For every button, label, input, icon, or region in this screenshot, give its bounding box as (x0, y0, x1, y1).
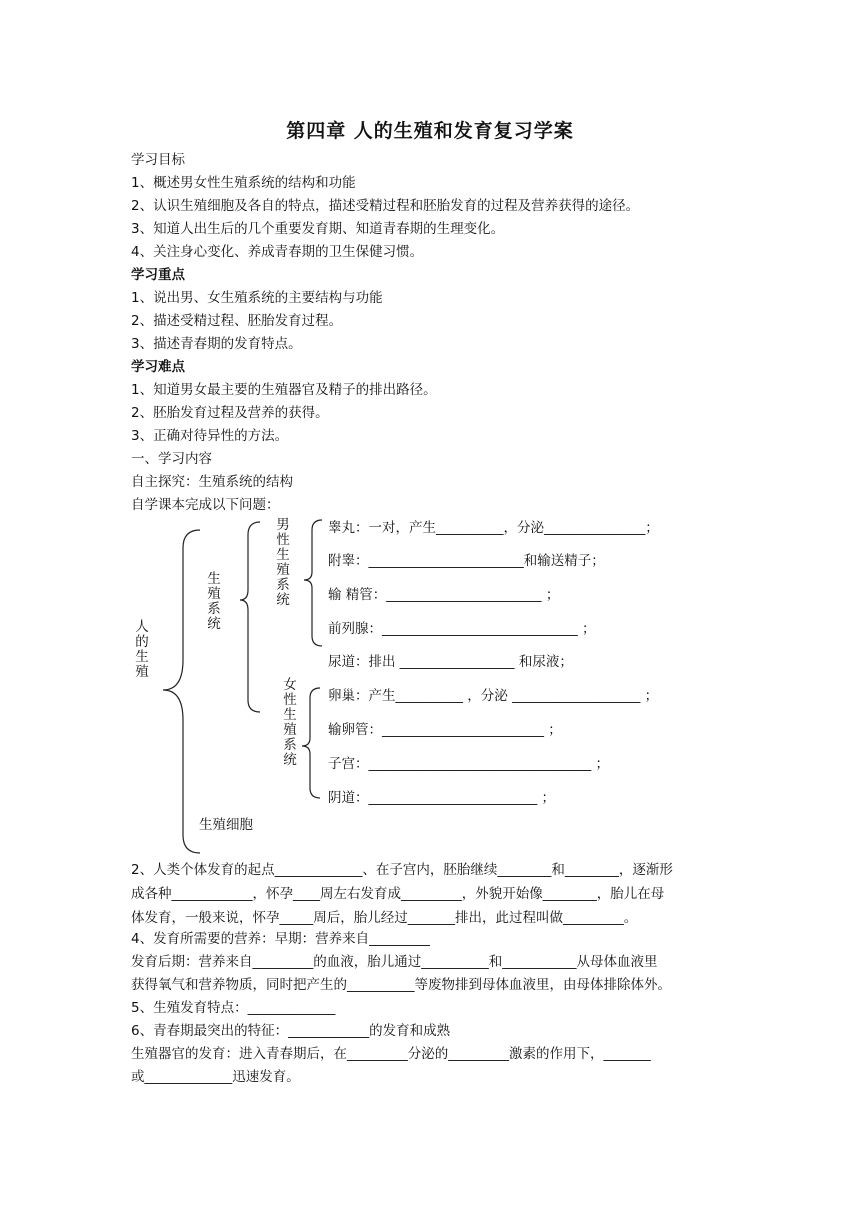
male-brace (304, 520, 322, 646)
system-brace (240, 522, 260, 712)
key-points-heading: 学习重点 (131, 267, 185, 283)
root-label: 人的生殖 (135, 619, 149, 680)
key-point-item: 2、描述受精过程、胚胎发育过程。 (131, 313, 343, 329)
male-item-prostate: 前列腺：_____________________________ ； (328, 621, 596, 637)
key-point-item: 3、描述青春期的发育特点。 (131, 336, 302, 352)
explore-line: 自主探究：生殖系统的结构 (131, 474, 293, 490)
question-line: 发育后期：营养来自_________的血液，胎儿通过__________和___________从母体血液里 (131, 954, 658, 970)
objective-item: 3、知道人出生后的几个重要发育期、知道青春期的生理变化。 (131, 221, 505, 237)
question-line: 体发育，一般来说，怀孕_____周后，胎儿经过_______排出，此过程叫做_________。 (131, 910, 638, 926)
male-item-urethra: 尿道：排出 _________________ 和尿液； (328, 654, 573, 670)
question-line: 6、青春期最突出的特征：____________的发育和成熟 (131, 1023, 451, 1039)
question-line: 生殖器官的发育：进入青春期后，在_________分泌的_________激素的作用下，_______ (131, 1046, 651, 1062)
objective-item: 1、概述男女性生殖系统的结构和功能 (131, 175, 356, 191)
difficulties-heading: 学习难点 (131, 359, 185, 375)
female-item-ovary: 卵巢：产生__________ ，分泌 ___________________ ； (328, 688, 659, 704)
key-point-item: 1、说出男、女生殖系统的主要结构与功能 (131, 290, 383, 306)
male-item-vas-deferens: 输 精管：_______________________ ； (328, 587, 560, 603)
female-system-label: 女性生殖系统 (283, 677, 297, 768)
female-item-uterus: 子宫：_________________________________ ； (328, 756, 610, 772)
difficulty-item: 2、胚胎发育过程及营养的获得。 (131, 405, 329, 421)
question-line: 2、人类个体发育的起点_____________、在子宫内，胚胎继续________和________，逐渐形 (131, 862, 673, 878)
male-system-label: 男性生殖系统 (276, 517, 290, 608)
objective-item: 2、认识生殖细胞及各自的特点，描述受精过程和胚胎发育的过程及营养获得的途径。 (131, 198, 640, 214)
question-line: 或_____________迅速发育。 (131, 1069, 300, 1085)
objectives-heading: 学习目标 (131, 152, 185, 168)
difficulty-item: 3、正确对待异性的方法。 (131, 428, 289, 444)
question-line: 成各种____________，怀孕____周左右发育成_________，外貌开始像________，胎儿在母 (131, 886, 665, 902)
male-item-epididymis: 附睾：_______________________和输送精子； (328, 553, 605, 569)
cells-label: 生殖细胞 (199, 817, 253, 833)
instruction-line: 自学课本完成以下问题： (131, 497, 280, 513)
difficulty-item: 1、知道男女最主要的生殖器官及精子的排出路径。 (131, 382, 437, 398)
page-title: 第四章 人的生殖和发育复习学案 (286, 120, 574, 142)
female-item-vagina: 阴道：_________________________ ； (328, 790, 556, 806)
male-item-testis: 睾丸：一对，产生__________，分泌_______________； (328, 520, 659, 536)
content-heading: 一、学习内容 (131, 451, 212, 467)
root-brace (163, 530, 200, 853)
question-line: 获得氧气和营养物质，同时把产生的__________等废物排到母体血液里，由母体排除体外。 (131, 977, 671, 993)
objective-item: 4、关注身心变化、养成青春期的卫生保健习惯。 (131, 244, 424, 260)
female-item-oviduct: 输卵管：________________________ ； (328, 722, 562, 738)
question-line: 4、发育所需要的营养：早期：营养来自_________ (131, 931, 430, 947)
female-brace (302, 688, 320, 798)
system-label: 生殖系统 (207, 571, 221, 632)
question-line: 5、生殖发育特点：_____________ (131, 1000, 336, 1016)
